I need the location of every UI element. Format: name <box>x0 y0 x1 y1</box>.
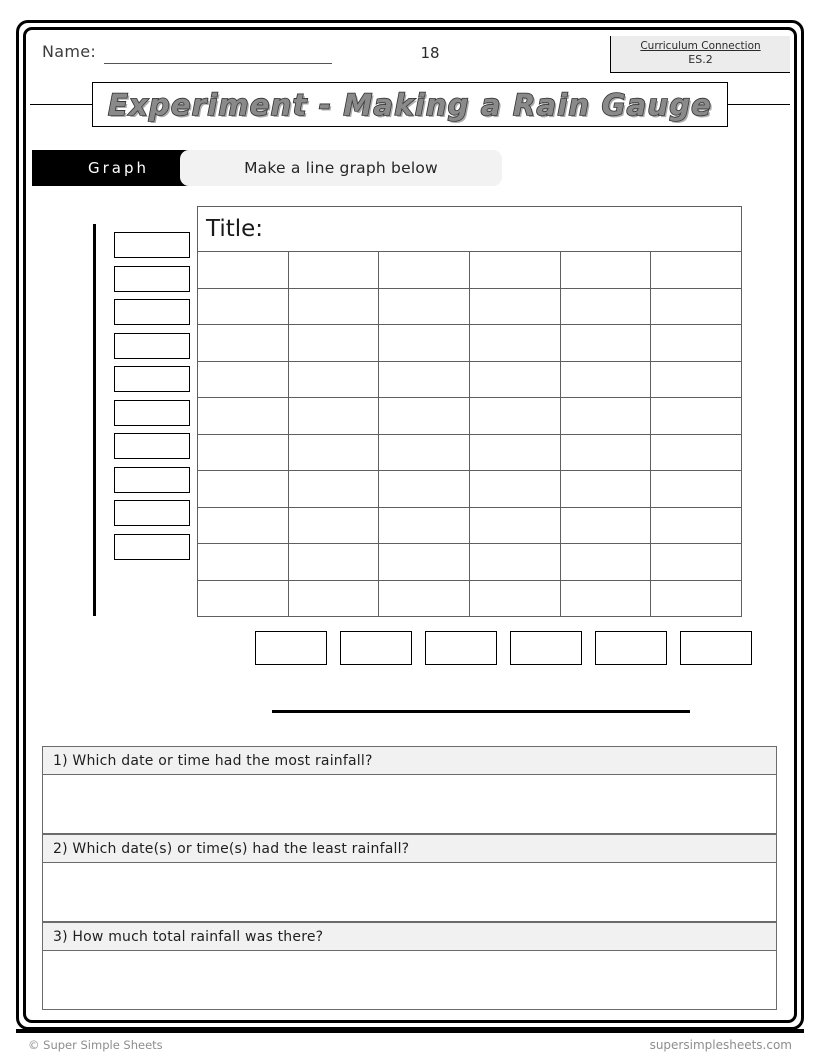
graph-grid-cell[interactable] <box>651 252 742 289</box>
graph-grid-cell[interactable] <box>560 580 651 617</box>
graph-grid-cell[interactable] <box>198 471 289 508</box>
graph-grid-cell[interactable] <box>560 544 651 581</box>
graph-grid-cell[interactable] <box>560 325 651 362</box>
graph-grid-cell[interactable] <box>288 325 379 362</box>
graph-grid-cell[interactable] <box>288 398 379 435</box>
graph-grid-row <box>198 252 742 289</box>
graph-grid-row <box>198 544 742 581</box>
y-axis-label-box[interactable] <box>114 366 190 392</box>
y-axis-label-box[interactable] <box>114 232 190 258</box>
graph-grid-cell[interactable] <box>198 361 289 398</box>
graph-grid-cell[interactable] <box>198 580 289 617</box>
x-axis-label-box[interactable] <box>425 631 497 665</box>
section-instruction-pill <box>180 150 502 186</box>
name-label: Name: <box>42 42 97 61</box>
graph-grid-cell[interactable] <box>651 580 742 617</box>
graph-grid-cell[interactable] <box>651 434 742 471</box>
y-axis-label-box[interactable] <box>114 500 190 526</box>
x-axis-label-boxes <box>255 631 777 665</box>
banner <box>30 82 790 128</box>
page-title: Experiment - Making a Rain Gauge <box>107 87 713 122</box>
question-block <box>42 834 777 922</box>
graph-grid-row <box>198 507 742 544</box>
question-answer-area[interactable] <box>42 775 777 834</box>
curriculum-connection-box <box>610 36 790 73</box>
question-prompt: 3) How much total rainfall was there? <box>42 922 777 951</box>
footer-copyright: © Super Simple Sheets <box>28 1038 163 1052</box>
graph-grid-cell[interactable] <box>288 288 379 325</box>
y-axis-label-box[interactable] <box>114 333 190 359</box>
question-block <box>42 746 777 834</box>
y-axis-label-box[interactable] <box>114 534 190 560</box>
y-axis-label-box[interactable] <box>114 433 190 459</box>
graph-grid-row <box>198 361 742 398</box>
graph-grid-cell[interactable] <box>469 580 560 617</box>
graph-grid-cell[interactable] <box>198 434 289 471</box>
graph-grid-row <box>198 580 742 617</box>
question-block <box>42 922 777 1010</box>
name-blank-line[interactable] <box>104 63 332 64</box>
y-axis-line <box>93 224 96 616</box>
x-axis-title-line[interactable] <box>272 710 690 713</box>
graph-grid-cell[interactable] <box>198 252 289 289</box>
section-instruction-label: Make a line graph below <box>244 159 438 177</box>
graph-grid-cell[interactable] <box>651 544 742 581</box>
banner-rule-right <box>722 104 790 105</box>
graph-grid-cell[interactable] <box>469 252 560 289</box>
y-axis-label-box[interactable] <box>114 400 190 426</box>
x-axis-label-box[interactable] <box>340 631 412 665</box>
question-prompt: 2) Which date(s) or time(s) had the least rainfall? <box>42 834 777 863</box>
graph-grid-row <box>198 434 742 471</box>
graph-grid-cell[interactable] <box>560 288 651 325</box>
x-axis-label-box[interactable] <box>680 631 752 665</box>
graph-grid-cell[interactable] <box>288 544 379 581</box>
graph-grid-cell[interactable] <box>651 507 742 544</box>
footer-rule <box>16 1029 804 1033</box>
graph-grid-cell[interactable] <box>288 361 379 398</box>
graph-grid-cell[interactable] <box>469 398 560 435</box>
graph-grid-cell[interactable] <box>560 507 651 544</box>
graph-grid-cell[interactable] <box>469 288 560 325</box>
graph-grid-cell[interactable] <box>560 361 651 398</box>
graph-grid-cell[interactable] <box>560 471 651 508</box>
question-prompt: 1) Which date or time had the most rainfall? <box>42 746 777 775</box>
graph-grid-cell[interactable] <box>379 288 470 325</box>
graph-grid-cell[interactable] <box>469 361 560 398</box>
graph-grid-cell[interactable] <box>379 471 470 508</box>
x-axis-label-box[interactable] <box>255 631 327 665</box>
graph-grid-cell[interactable] <box>651 398 742 435</box>
graph-grid-cell[interactable] <box>469 434 560 471</box>
graph-grid-row <box>198 288 742 325</box>
y-axis-label-boxes <box>114 232 190 560</box>
graph-grid-row <box>198 398 742 435</box>
section-tag-label: Graph <box>88 159 150 177</box>
x-axis-label-box[interactable] <box>595 631 667 665</box>
graph-grid-cell[interactable] <box>379 507 470 544</box>
graph-grid-cell[interactable] <box>379 434 470 471</box>
graph-title-field[interactable]: Title: <box>198 207 742 252</box>
graph-grid-cell[interactable] <box>379 580 470 617</box>
graph-grid-cell[interactable] <box>288 434 379 471</box>
graph-grid <box>197 206 742 617</box>
questions-section <box>42 746 777 1010</box>
graph-grid-cell[interactable] <box>379 252 470 289</box>
y-axis-label-box[interactable] <box>114 467 190 493</box>
x-axis-label-box[interactable] <box>510 631 582 665</box>
graph-grid-cell[interactable] <box>379 361 470 398</box>
graph-grid-cell[interactable] <box>651 325 742 362</box>
curriculum-connection-code: ES.2 <box>688 53 713 66</box>
footer-website: supersimplesheets.com <box>649 1038 792 1052</box>
graph-grid-cell[interactable] <box>379 544 470 581</box>
graph-grid-cell[interactable] <box>651 471 742 508</box>
y-axis-label-box[interactable] <box>114 299 190 325</box>
graph-grid-cell[interactable] <box>198 398 289 435</box>
graph-grid-cell[interactable] <box>560 434 651 471</box>
graph-grid-cell[interactable] <box>651 361 742 398</box>
banner-rule-left <box>30 104 98 105</box>
question-answer-area[interactable] <box>42 951 777 1010</box>
graph-grid-cell[interactable] <box>469 544 560 581</box>
graph-grid-cell[interactable] <box>379 398 470 435</box>
graph-grid-cell[interactable] <box>560 398 651 435</box>
graph-grid-row <box>198 325 742 362</box>
graph-grid-cell[interactable] <box>198 507 289 544</box>
banner-box <box>92 82 728 127</box>
question-answer-area[interactable] <box>42 863 777 922</box>
curriculum-connection-title: Curriculum Connection <box>640 40 761 52</box>
graph-grid-cell[interactable] <box>198 288 289 325</box>
graph-grid-cell[interactable] <box>288 507 379 544</box>
graph-grid-cell[interactable] <box>288 580 379 617</box>
graph-grid-cell[interactable] <box>198 544 289 581</box>
graph-grid-cell[interactable] <box>469 325 560 362</box>
page-number: 18 <box>420 44 440 62</box>
graph-grid-cell[interactable] <box>288 471 379 508</box>
graph-grid-cell[interactable] <box>198 325 289 362</box>
graph-grid-cell[interactable] <box>469 471 560 508</box>
graph-grid-cell[interactable] <box>560 252 651 289</box>
header-row <box>30 36 790 76</box>
graph-grid-cell[interactable] <box>469 507 560 544</box>
graph-grid-cell[interactable] <box>288 252 379 289</box>
graph-grid-cell[interactable] <box>651 288 742 325</box>
graph-grid-row <box>198 471 742 508</box>
y-axis-label-box[interactable] <box>114 266 190 292</box>
graph-title-row <box>198 207 742 252</box>
graph-grid-cell[interactable] <box>379 325 470 362</box>
